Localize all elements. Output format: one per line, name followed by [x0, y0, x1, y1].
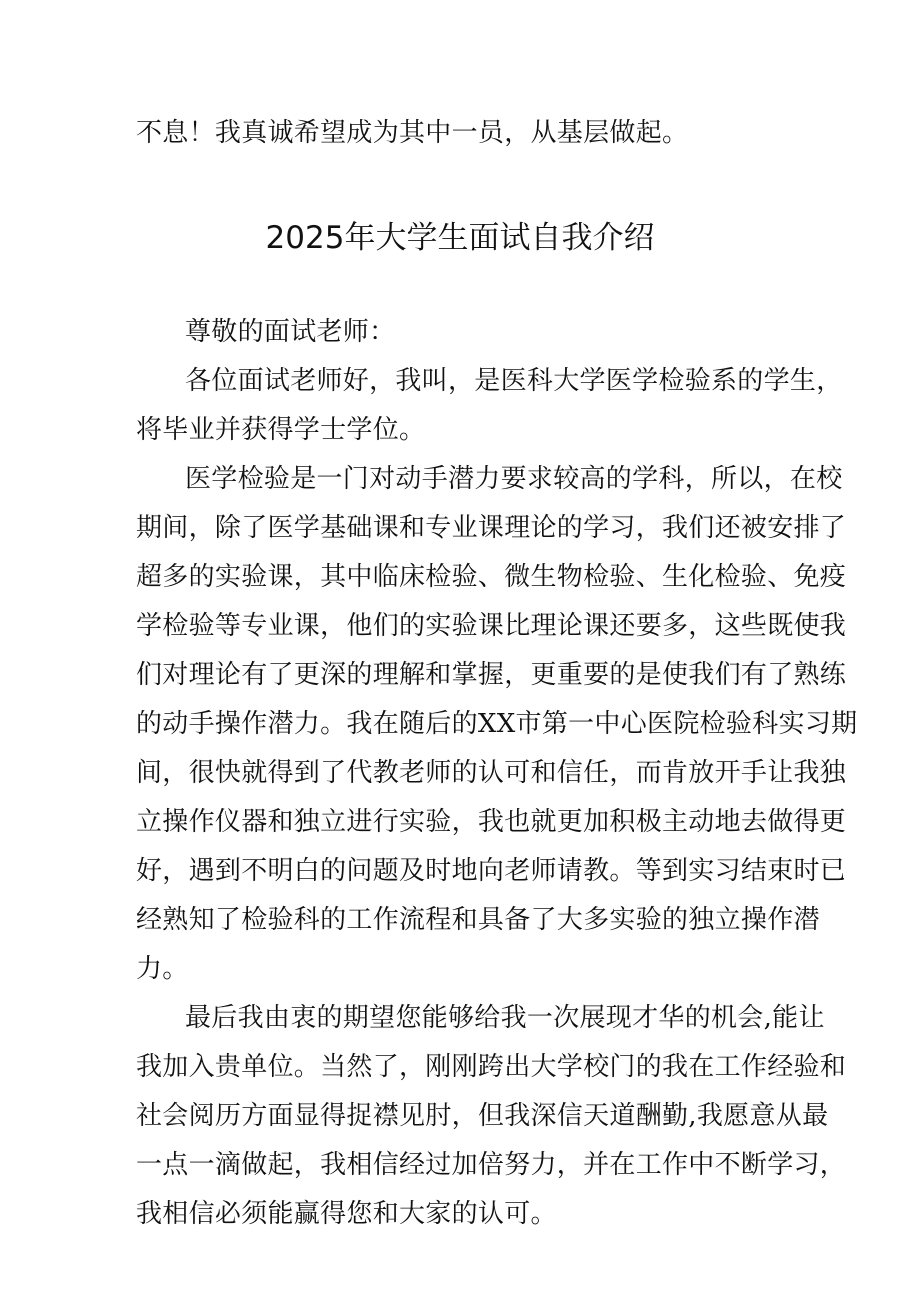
paragraph-1-line-1: 各位面试老师好，我叫，是医科大学医学检验系的学生，: [185, 366, 843, 396]
paragraph-2-line-9: 好，遇到不明白的问题及时地向老师请教。等到实习结束时已: [136, 856, 847, 886]
salutation: 尊敬的面试老师：: [185, 317, 396, 347]
paragraph-2-line-7: 间，很快就得到了代教老师的认可和信任，而肯放开手让我独: [136, 758, 847, 788]
paragraph-3-line-4: 一点一滴做起，我相信经过加倍努力，并在工作中不断学习，: [136, 1150, 847, 1180]
paragraph-2-line-8: 立操作仪器和独立进行实验，我也就更加积极主动地去做得更: [136, 807, 847, 837]
paragraph-2-line-4: 学检验等专业课，他们的实验课比理论课还要多，这些既使我: [136, 611, 847, 641]
paragraph-2-line-10: 经熟知了检验科的工作流程和具备了大多实验的独立操作潜: [136, 905, 820, 935]
paragraph-3-line-3: 社会阅历方面显得捉襟见肘，但我深信天道酬勤,我愿意从最: [136, 1101, 829, 1131]
paragraph-2-line-11: 力。: [136, 954, 189, 984]
paragraph-2-line-1: 医学检验是一门对动手潜力要求较高的学科，所以，在校: [185, 464, 843, 494]
paragraph-2-line-2: 期间，除了医学基础课和专业课理论的学习，我们还被安排了: [136, 513, 847, 543]
document-title: 2025年大学生面试自我介绍: [265, 220, 655, 256]
paragraph-2-line-6: 的动手操作潜力。我在随后的XX市第一中心医院检验科实习期: [136, 709, 858, 739]
paragraph-2-line-5: 们对理论有了更深的理解和掌握，更重要的是使我们有了熟练: [136, 660, 847, 690]
paragraph-3-line-2: 我加入贵单位。当然了，刚刚跨出大学校门的我在工作经验和: [136, 1052, 847, 1082]
paragraph-3-line-1: 最后我由衷的期望您能够给我一次展现才华的机会,能让: [185, 1003, 825, 1033]
paragraph-1-line-2: 将毕业并获得学士学位。: [136, 415, 426, 445]
paragraph-3-line-5: 我相信必须能赢得您和大家的认可。: [136, 1199, 557, 1229]
continuation-line: 不息！我真诚希望成为其中一员，从基层做起。: [136, 118, 689, 148]
paragraph-2-line-3: 超多的实验课，其中临床检验、微生物检验、生化检验、免疫: [136, 562, 847, 592]
